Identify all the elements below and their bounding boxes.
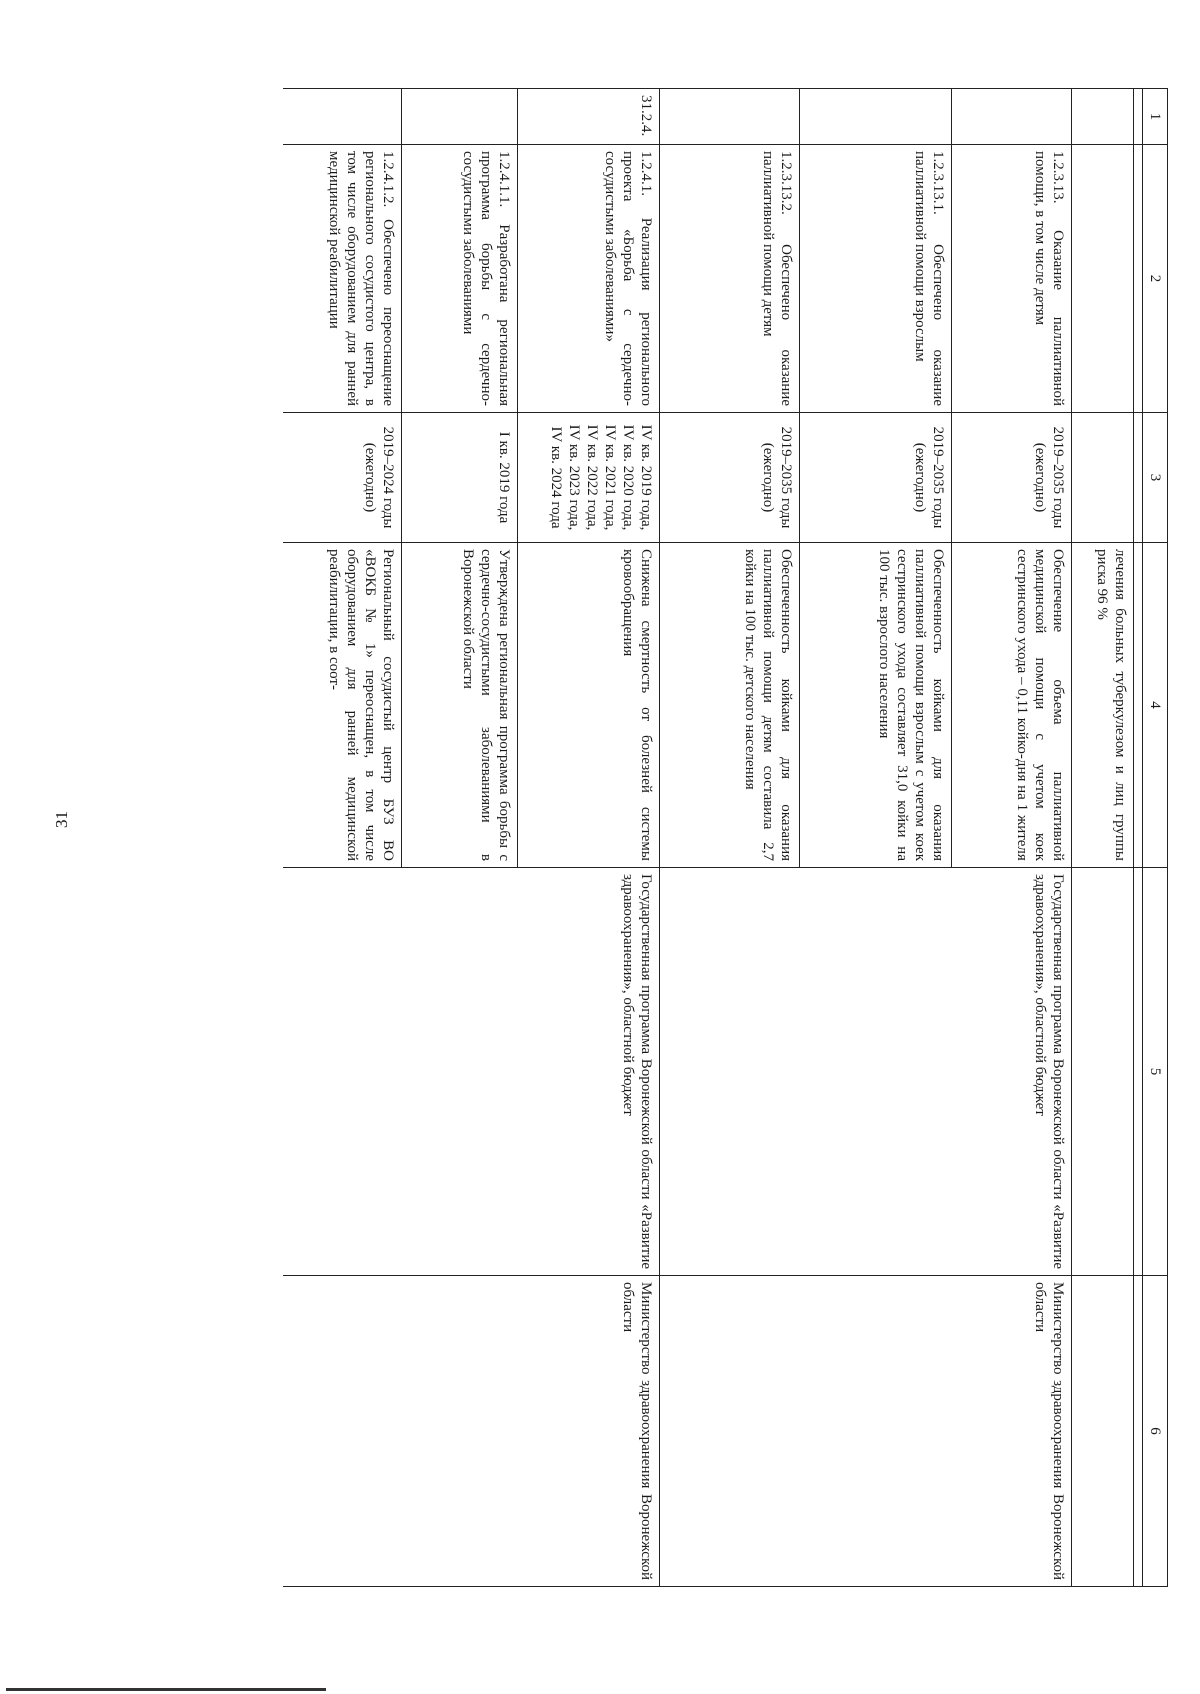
scan-edge-line [6, 1688, 326, 1691]
cell-result: Обеспеченность койками для оказания паллиативной помощи взрослым с учетом коек сестринского ухода составляет 31,0 койки на 100 тыс. взрослого населения [800, 543, 952, 868]
header-col-2: 2 [1143, 145, 1168, 413]
header-col-6: 6 [1143, 1276, 1168, 1587]
cell-measure: 1.2.3.13. Оказание паллиативной помощи, в том числе детям [952, 145, 1072, 413]
cell-result: лечения больных туберкулезом и лиц группы риска 96 % [1072, 543, 1134, 868]
cell-period: IV кв. 2019 года, IV кв. 2020 года, IV кв. 2021 года, IV кв. 2022 года, IV кв. 2023 года, IV кв. 2024 года [518, 413, 660, 543]
cell-result: Утверждена региональная программа борьбы с сердечно-сосудистыми заболеваниями в Воронежской области [402, 543, 518, 868]
cell-result: Снижена смертность от болезней системы кровообращения [518, 543, 660, 868]
cell-measure: 1.2.3.13.1. Обеспечено оказание паллиативной помощи взрослым [800, 145, 952, 413]
header-row [1143, 89, 1168, 1587]
header-col-3: 3 [1143, 413, 1168, 543]
cell-period: 2019–2024 годы (ежегодно) [284, 413, 402, 543]
table-row [952, 89, 1072, 1587]
measures-table [284, 88, 1169, 1587]
cell-period: 2019–2035 годы (ежегодно) [660, 413, 800, 543]
cell-source: Государственная программа Воронежской области «Развитие здравоохранения», областной бюджет [284, 868, 660, 1276]
cell-period: 2019–2035 годы (ежегодно) [952, 413, 1072, 543]
cell-measure: 1.2.4.1.2. Обеспечено переоснащение регионального сосудистого центра, в том числе оборудованием для ранней медицинской реабилитации [284, 145, 402, 413]
cell-result: Обеспечение объема паллиативной медицинской помощи с учетом коек сестринского ухода – 0,11 койко-дня на 1 жителя [952, 543, 1072, 868]
page-number: 31 [52, 811, 71, 828]
table-row [518, 89, 660, 1587]
cell-executor: Министерство здравоохранения Воронежской области [284, 1276, 660, 1587]
spacer-row [1134, 89, 1143, 1587]
cell-source: Государственная программа Воронежской области «Развитие здравоохранения», областной бюджет [660, 868, 1072, 1276]
cell-number: 31.2.4. [518, 89, 660, 145]
cell-period: I кв. 2019 года [402, 413, 518, 543]
table-row [1072, 89, 1134, 1587]
cell-measure: 1.2.4.1. Реализация регионального проекта «Борьба с сердечно-сосудистыми заболеваниями» [518, 145, 660, 413]
cell-result: Региональный сосудистый центр БУЗ ВО «ВОКБ № 1» переоснащен, в том числе оборудованием для ранней медицинской реабилитации, в соот- [284, 543, 402, 868]
cell-measure: 1.2.3.13.2. Обеспечено оказание паллиативной помощи детям [660, 145, 800, 413]
cell-period: 2019–2035 годы (ежегодно) [800, 413, 952, 543]
cell-measure: 1.2.4.1.1. Разработана региональная программа борьбы с сердечно-сосудистыми заболеваниями [402, 145, 518, 413]
rotated-table-sheet [128, 88, 1168, 1586]
header-col-5: 5 [1143, 868, 1168, 1276]
header-col-4: 4 [1143, 543, 1168, 868]
cell-executor: Министерство здравоохранения Воронежской области [660, 1276, 1072, 1587]
cell-result: Обеспеченность койками для оказания паллиативной помощи детям составила 2,7 койки на 100 тыс. детского населения [660, 543, 800, 868]
header-col-1: 1 [1143, 89, 1168, 145]
